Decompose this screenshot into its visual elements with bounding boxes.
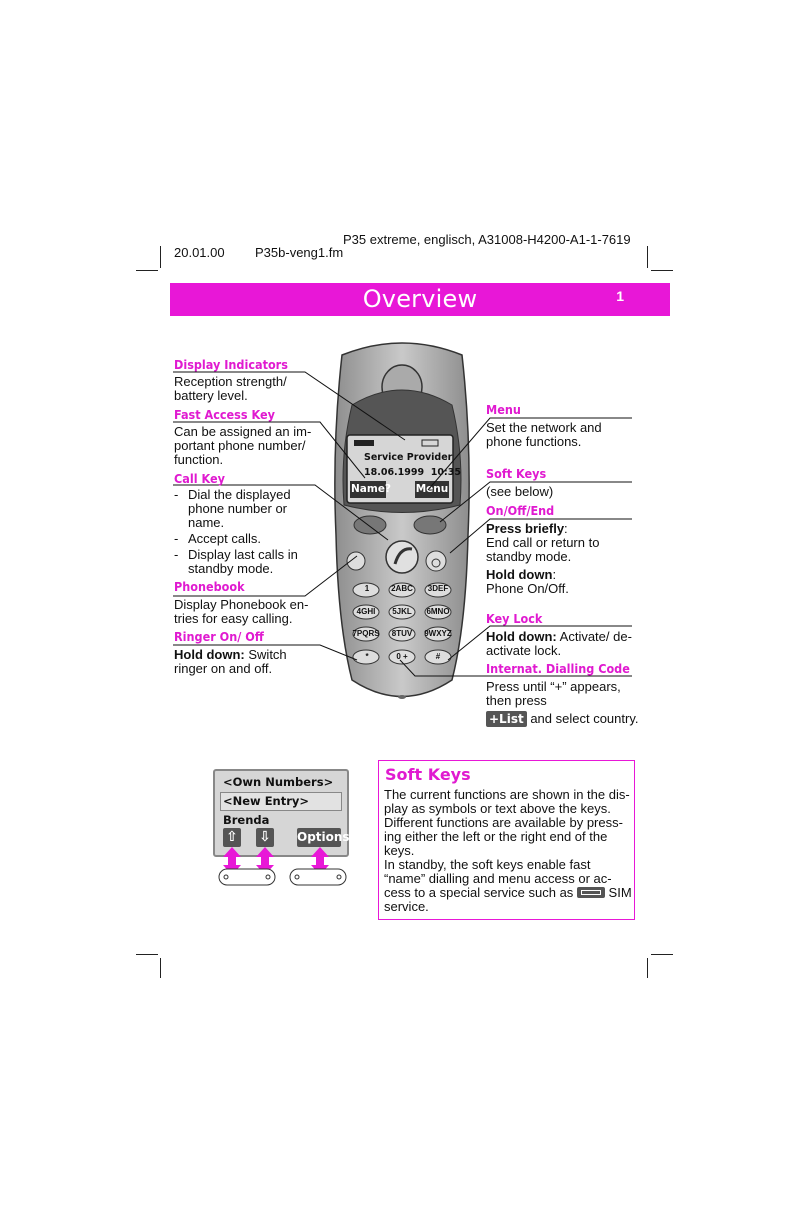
- section-title-display-indicators: Display Indicators: [174, 357, 288, 372]
- text-line: Press until “+” appears,: [486, 679, 621, 694]
- text-line: tries for easy calling.: [174, 611, 293, 626]
- text-line: function.: [174, 452, 224, 467]
- key-2[interactable]: 2ABC: [391, 584, 413, 593]
- soft-keys-info-box: [378, 760, 635, 920]
- text-line: phone functions.: [486, 434, 582, 449]
- menu-text: [486, 421, 602, 449]
- doc-file: P35b-veng1.fm: [255, 245, 344, 260]
- demo-row-own-numbers: <Own Numbers>: [223, 775, 334, 789]
- demo-row-new-entry: <New Entry>: [223, 794, 310, 808]
- text-line: Different functions are available by press-: [384, 815, 623, 830]
- crop-mark: [647, 958, 648, 978]
- text-span: and select country.: [526, 711, 639, 726]
- soft-keys-box-title: Soft Keys: [385, 765, 471, 784]
- chapter-number: 1: [616, 288, 624, 304]
- text-line: In standby, the soft keys enable fast: [384, 857, 591, 872]
- key-9[interactable]: 9WXYZ: [424, 629, 452, 638]
- softkey-arrows: [210, 845, 360, 890]
- text-span: :: [564, 521, 568, 536]
- text-line: ing either the left or the right end of the: [384, 829, 608, 844]
- demo-row-brenda: Brenda: [223, 813, 270, 827]
- text-line: Reception strength/: [174, 374, 287, 389]
- key-lock-text: [486, 630, 632, 658]
- key-0[interactable]: 0 +: [396, 652, 408, 661]
- demo-down-icon: ⇩: [256, 828, 274, 847]
- bullet-item: - Dial the displayed phone number or name.: [174, 488, 304, 530]
- soft-keys-para2: [384, 858, 634, 914]
- crop-mark: [651, 954, 673, 955]
- softkey-demo-display: [213, 769, 349, 857]
- text-line: ringer on and off.: [174, 661, 273, 676]
- key-8[interactable]: 8TUV: [391, 629, 413, 638]
- page-title: Overview: [362, 285, 478, 313]
- soft-keys-para1: [384, 788, 634, 858]
- text-span: :: [552, 567, 557, 582]
- text-line: “name” dialling and menu access or ac-: [384, 871, 612, 886]
- section-title-call-key: Call Key: [174, 471, 225, 486]
- sim-service-icon: [577, 887, 605, 898]
- text-line: play as symbols or text above the keys.: [384, 801, 611, 816]
- section-title-menu: Menu: [486, 402, 521, 417]
- intl-code-text: [486, 680, 638, 727]
- doc-info: P35 extreme, englisch, A31008-H4200-A1-1-7619: [343, 232, 631, 247]
- text-line: Can be assigned an im-: [174, 424, 312, 439]
- section-title-soft-keys: Soft Keys: [486, 466, 547, 481]
- section-title-intl-code: Internat. Dialling Code: [486, 661, 630, 676]
- list-softkey-icon: +List: [486, 711, 527, 727]
- text-span: Activate/ de-: [556, 629, 632, 644]
- display-provider: Service Provider: [364, 452, 453, 463]
- text-line: service.: [384, 899, 429, 914]
- text-line: then press: [486, 693, 547, 708]
- text-line: The current functions are shown in the dis-: [384, 787, 630, 802]
- key-star[interactable]: *: [365, 652, 369, 661]
- key-hash[interactable]: #: [435, 652, 441, 661]
- bold-label: Hold down: [486, 567, 553, 582]
- key-4[interactable]: 4GHI: [356, 607, 376, 616]
- bold-label: Hold down:: [174, 647, 245, 662]
- text-line: standby mode.: [486, 549, 572, 564]
- text-line: activate lock.: [486, 643, 562, 658]
- demo-up-icon: ⇧: [223, 828, 241, 847]
- key-1[interactable]: 1: [364, 584, 370, 593]
- text-line: portant phone number/: [174, 438, 306, 453]
- key-7[interactable]: 7PQRS: [352, 629, 380, 638]
- display-left-softkey: Name?: [351, 483, 392, 495]
- bullet-item: - Display last calls in standby mode.: [174, 548, 304, 576]
- call-key-text: [174, 488, 304, 578]
- crop-mark: [160, 958, 161, 978]
- text-span: SIM: [604, 885, 632, 900]
- display-datetime: 18.06.1999 10:35: [364, 467, 461, 478]
- key-6[interactable]: 6MNO: [426, 607, 450, 616]
- key-5[interactable]: 5JKL: [392, 607, 412, 616]
- display-indicators-text: [174, 375, 287, 403]
- text-line: Set the network and: [486, 420, 602, 435]
- section-title-key-lock: Key Lock: [486, 611, 543, 626]
- demo-options-button: Options: [297, 828, 341, 847]
- doc-date: 20.01.00: [174, 245, 225, 260]
- bold-label: Hold down:: [486, 629, 557, 644]
- key-3[interactable]: 3DEF: [427, 584, 449, 593]
- ringer-text: [174, 648, 287, 676]
- display-right-softkey: Menu: [415, 483, 449, 495]
- crop-mark: [136, 954, 158, 955]
- text-line: Display Phonebook en-: [174, 597, 309, 612]
- section-title-on-off-end: On/Off/End: [486, 503, 555, 518]
- text-line: keys.: [384, 843, 415, 858]
- text-line: battery level.: [174, 388, 248, 403]
- section-title-phonebook: Phonebook: [174, 579, 245, 594]
- phonebook-text: [174, 598, 308, 626]
- fast-access-key-text: [174, 425, 311, 467]
- section-title-ringer: Ringer On/ Off: [174, 629, 264, 644]
- on-off-end-text: [486, 522, 599, 596]
- section-title-fast-access-key: Fast Access Key: [174, 407, 275, 422]
- text-line: End call or return to: [486, 535, 600, 550]
- text-span: cess to a special service such as: [384, 885, 577, 900]
- soft-keys-text: (see below): [486, 484, 554, 499]
- bullet-item: - Accept calls.: [174, 532, 304, 546]
- text-line: Phone On/Off.: [486, 581, 569, 596]
- bold-label: Press briefly: [486, 521, 565, 536]
- text-span: Switch: [244, 647, 287, 662]
